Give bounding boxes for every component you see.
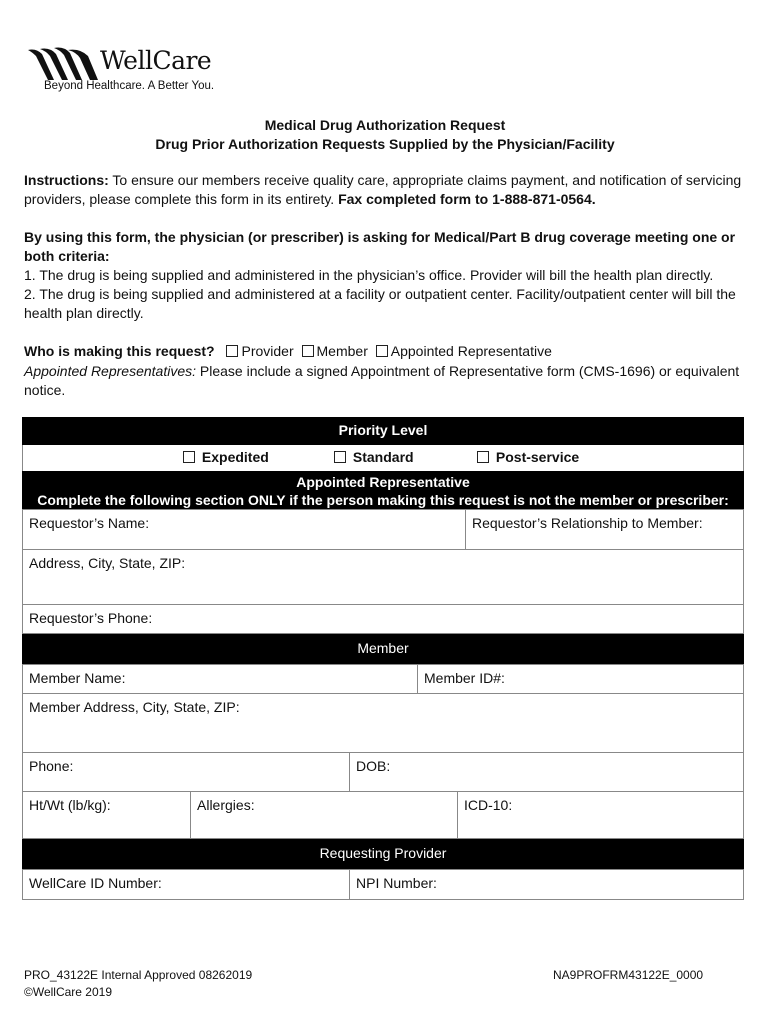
instructions-label: Instructions:: [24, 172, 109, 188]
member-address-label: Member Address, City, State, ZIP:: [29, 699, 240, 715]
option-provider[interactable]: [226, 343, 293, 359]
member-header: Member: [22, 634, 744, 664]
footer-right-code: NA9PROFRM43122E_0000: [553, 968, 704, 982]
appointed-note-text: Please include a signed Appointment of Representative form (CMS-1696) or equivalent notice.: [24, 363, 740, 398]
requesting-provider-header: Requesting Provider: [22, 839, 744, 869]
requestor-relationship-label: Requestor’s Relationship to Member:: [472, 515, 703, 531]
footer-left: [24, 967, 252, 1001]
npi-number-field[interactable]: [349, 869, 744, 900]
form-title: Medical Drug Authorization Request: [264, 117, 506, 133]
member-htwt-label: Ht/Wt (lb/kg):: [29, 797, 111, 813]
member-id-label: Member ID#:: [424, 670, 505, 686]
member-dob-label: DOB:: [356, 758, 391, 774]
requestor-address-field[interactable]: [22, 549, 744, 605]
appointed-representative-checkbox[interactable]: [376, 345, 388, 357]
member-address-field[interactable]: [22, 693, 744, 753]
priority-level-header: Priority Level: [22, 417, 744, 445]
priority-standard-label: Standard: [352, 449, 414, 465]
criteria-intro: By using this form, the physician (or prescriber) is asking for Medical/Part B drug coverage meeting one or both criteria:: [24, 229, 736, 264]
member-allergies-field[interactable]: [190, 791, 458, 839]
requestor-phone-field[interactable]: [22, 604, 744, 634]
member-icd10-field[interactable]: [457, 791, 744, 839]
member-name-field[interactable]: [22, 664, 418, 694]
priority-standard[interactable]: [334, 449, 414, 465]
member-checkbox[interactable]: [302, 345, 314, 357]
brand-name: WellCare: [100, 46, 212, 75]
member-id-field[interactable]: [417, 664, 744, 694]
priority-post-service[interactable]: [477, 449, 579, 465]
criteria-list: [24, 266, 748, 323]
requestor-phone-label: Requestor’s Phone:: [29, 610, 153, 626]
footer-form-code: PRO_43122E Internal Approved 08262019: [24, 968, 253, 982]
requestor-name-field[interactable]: [22, 509, 466, 550]
brand-tagline: Beyond Healthcare. A Better You.: [44, 80, 215, 92]
criteria-item-2: 2. The drug is being supplied and administered at a facility or outpatient center. Facility/outpatient center will bill the health plan directly.: [24, 286, 736, 321]
requester-question: Who is making this request?: [24, 343, 215, 359]
form-subtitle: Drug Prior Authorization Requests Supplied by the Physician/Facility: [155, 136, 615, 152]
requestor-address-label: Address, City, State, ZIP:: [29, 555, 186, 571]
priority-options-row: [22, 445, 744, 471]
wellcare-id-field[interactable]: [22, 869, 350, 900]
provider-checkbox[interactable]: [226, 345, 238, 357]
criteria-item-1: 1. The drug is being supplied and administered in the physician’s office. Provider will bill the health plan directly.: [24, 267, 714, 283]
priority-post-service-label: Post-service: [495, 449, 580, 465]
instructions-text: To ensure our members receive quality care, appropriate claims payment, and notification of servicing providers, please complete this form in its entirety.: [24, 172, 742, 207]
priority-expedited[interactable]: [183, 449, 269, 465]
member-dob-field[interactable]: [349, 752, 744, 792]
option-appointed-representative-label: Appointed Representative: [390, 343, 552, 359]
fax-instruction: Fax completed form to 1-888-871-0564.: [338, 191, 596, 207]
option-member-label: Member: [316, 343, 368, 359]
member-name-label: Member Name:: [29, 670, 126, 686]
member-icd10-label: ICD-10:: [464, 797, 513, 813]
appointed-representative-note: [24, 362, 754, 400]
option-provider-label: Provider: [241, 343, 294, 359]
member-htwt-field[interactable]: [22, 791, 191, 839]
appointed-representative-header: [22, 471, 744, 509]
expedited-checkbox[interactable]: [183, 451, 195, 463]
standard-checkbox[interactable]: [334, 451, 346, 463]
wellcare-logo: [26, 44, 216, 96]
post-service-checkbox[interactable]: [477, 451, 489, 463]
option-member[interactable]: [302, 343, 368, 359]
appointed-representative-title: Appointed Representative: [296, 474, 470, 490]
footer-copyright: ©WellCare 2019: [24, 985, 112, 999]
wellcare-id-label: WellCare ID Number:: [29, 875, 162, 891]
member-phone-label: Phone:: [29, 758, 74, 774]
npi-number-label: NPI Number:: [356, 875, 437, 891]
appointed-note-label: Appointed Representatives:: [24, 363, 196, 379]
requestor-relationship-field[interactable]: [465, 509, 744, 550]
priority-expedited-label: Expedited: [201, 449, 269, 465]
requester-question-row: [24, 343, 556, 359]
member-allergies-label: Allergies:: [197, 797, 255, 813]
option-appointed-representative[interactable]: [376, 343, 552, 359]
requestor-name-label: Requestor’s Name:: [29, 515, 150, 531]
appointed-representative-instructions: Complete the following section ONLY if the person making this request is not the member or prescriber:: [37, 492, 729, 508]
instructions: [24, 171, 748, 209]
member-phone-field[interactable]: [22, 752, 350, 792]
